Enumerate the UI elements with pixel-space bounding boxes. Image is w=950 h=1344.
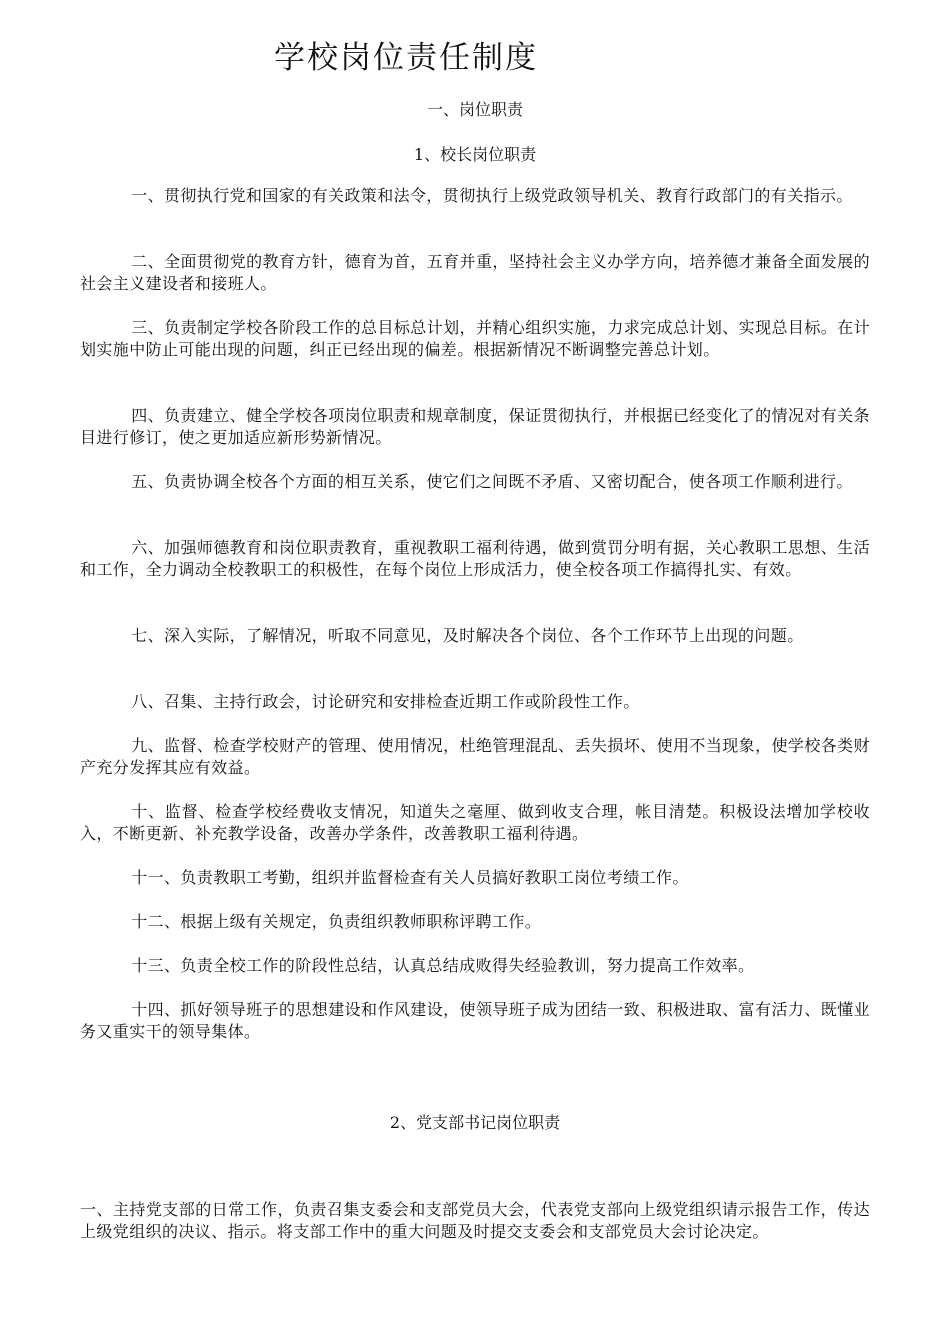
principal-duty-3: 三、负责制定学校各阶段工作的总目标总计划，并精心组织实施，力求完成总计划、实现总目标。在计划实施中防止可能出现的问题，纠正已经出现的偏差。根据新情况不断调整完善总计划。 — [80, 318, 870, 359]
document-title: 学校岗位责任制度 — [274, 40, 538, 76]
principal-duty-2: 二、全面贯彻党的教育方针，德育为首，五育并重，坚持社会主义办学方向，培养德才兼备全面发展的社会主义建设者和接班人。 — [80, 252, 870, 293]
section-heading: 一、岗位职责 — [426, 100, 523, 119]
principal-duty-11: 十一、负责教职工考勤，组织并监督检查有关人员搞好教职工岗位考绩工作。 — [131, 868, 689, 887]
subsection-heading-principal: 1、校长岗位职责 — [413, 145, 537, 164]
subsection-heading-secretary: 2、党支部书记岗位职责 — [389, 1113, 561, 1132]
principal-duty-14: 十四、抓好领导班子的思想建设和作风建设，使领导班子成为团结一致、积极进取、富有活力、既懂业务又重实干的领导集体。 — [80, 1000, 870, 1041]
principal-duty-5: 五、负责协调全校各个方面的相互关系，使它们之间既不矛盾、又密切配合，使各项工作顺利进行。 — [131, 472, 853, 491]
principal-duty-12: 十二、根据上级有关规定，负责组织教师职称评聘工作。 — [131, 912, 542, 931]
principal-duty-6: 六、加强师德教育和岗位职责教育，重视教职工福利待遇，做到赏罚分明有据，关心教职工思想、生活和工作，全力调动全校教职工的积极性，在每个岗位上形成活力，使全校各项工作搞得扎实、有效。 — [80, 538, 870, 579]
principal-duty-7: 七、深入实际，了解情况，听取不同意见，及时解决各个岗位、各个工作环节上出现的问题。 — [131, 626, 804, 645]
secretary-duty-1: 一、主持党支部的日常工作，负责召集支委会和支部党员大会，代表党支部向上级党组织请示报告工作，传达上级党组织的决议、指示。将支部工作中的重大问题及时提交支委会和支部党员大会讨论决定。 — [80, 1200, 870, 1241]
principal-duty-8: 八、召集、主持行政会，讨论研究和安排检查近期工作或阶段性工作。 — [131, 692, 640, 711]
principal-duty-1: 一、贯彻执行党和国家的有关政策和法令，贯彻执行上级党政领导机关、教育行政部门的有关指示。 — [131, 186, 853, 205]
principal-duty-10: 十、监督、检查学校经费收支情况，知道失之毫厘、做到收支合理，帐目清楚。积极设法增加学校收入，不断更新、补充教学设备，改善办学条件，改善教职工福利待遇。 — [80, 802, 870, 843]
principal-duty-13: 十三、负责全校工作的阶段性总结，认真总结成败得失经验教训，努力提高工作效率。 — [131, 956, 755, 975]
principal-duty-4: 四、负责建立、健全学校各项岗位职责和规章制度，保证贯彻执行，并根据已经变化了的情况对有关条目进行修订，使之更加适应新形势新情况。 — [80, 406, 870, 447]
principal-duty-9: 九、监督、检查学校财产的管理、使用情况，杜绝管理混乱、丢失损坏、使用不当现象，使学校各类财产充分发挥其应有效益。 — [80, 736, 870, 777]
